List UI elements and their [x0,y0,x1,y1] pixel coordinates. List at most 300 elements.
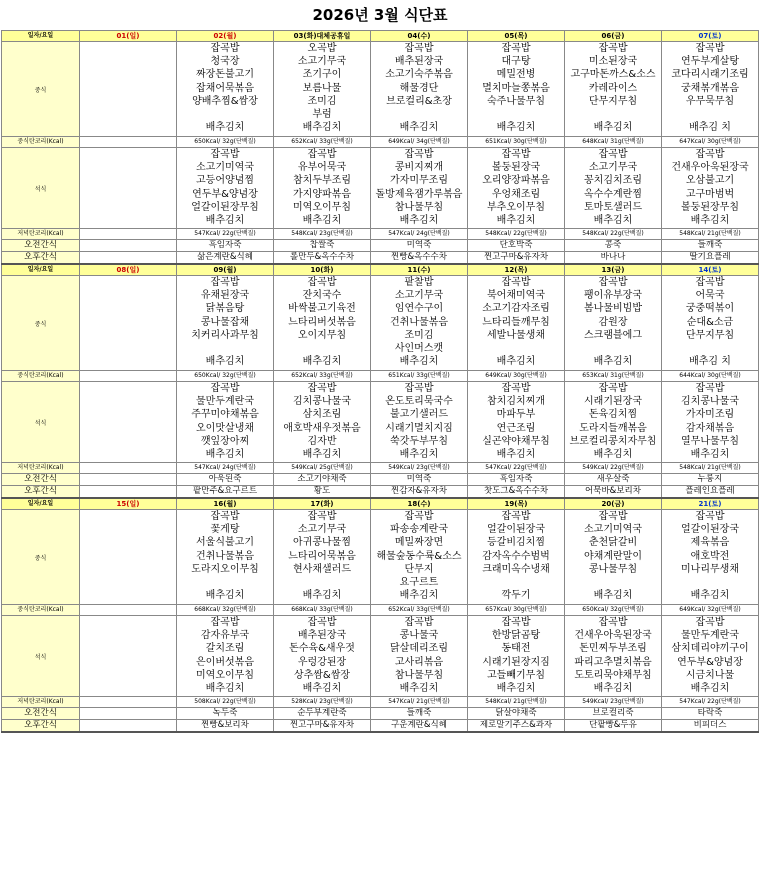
menu-item: 가지양파볶음 [293,188,351,200]
pm-snack-cell: 어묵바&보리차 [565,486,662,499]
date-cell: 08(일) [80,264,177,276]
menu-item [80,148,176,161]
menu-item: 세발나물생채 [487,329,545,341]
menu-item: 가자미조림 [685,409,735,421]
menu-item [80,355,176,368]
menu-item: 잡곡밥 [598,383,628,394]
menu-item: 실곤약야채무침 [482,435,550,447]
dinner-row [2,616,759,697]
menu-item: 청국장 [210,56,240,68]
menu-item: 콩나물무침 [588,563,638,575]
lunch-kcal-cell: 668Kcal/ 32g(단백질) [177,605,274,616]
menu-item: 배추김치 [593,682,633,694]
lunch-kcal-cell: 652Kcal/ 33g(단백질) [274,137,371,148]
dinner-nutrition-row [2,463,759,474]
dinner-menu-cell [371,382,468,463]
menu-item: 잡채어묵볶음 [196,82,254,94]
dinner-kcal-cell: 547Kcal/ 21g(단백질) [371,697,468,708]
menu-item: 잡곡밥 [404,617,434,628]
pm-snack-cell [80,252,177,265]
menu-item: 배추김치 [205,682,245,694]
dinner-kcal-cell: 547Kcal/ 22g(단백질) [662,697,759,708]
menu-item: 임연수구이 [394,303,444,315]
menu-item: 배추김치 [593,214,633,226]
dinner-menu-cell [177,382,274,463]
menu-item: 고등어양념찜 [196,175,254,187]
menu-item: 삼치조림 [302,409,342,421]
pm-snack-cell: 롤만두&옥수수차 [274,252,371,265]
menu-item [80,201,176,214]
lunch-menu-cell [274,42,371,137]
date-cell: 07(토) [662,31,759,42]
menu-item: 배추김치 [496,682,536,694]
menu-item: 은이버섯볶음 [196,656,254,668]
date-cell: 15(일) [80,498,177,510]
dinner-kcal-cell: 547Kcal/ 22g(단백질) [468,463,565,474]
menu-item: 감자유부국 [200,630,250,642]
am-snack-cell: 흑임자죽 [177,240,274,252]
menu-item: 잡곡밥 [695,277,725,288]
row-label-header: 일자/요일 [2,498,80,510]
dinner-nutrition-row [2,697,759,708]
lunch-row [2,42,759,137]
menu-item: 참나물무침 [394,201,444,213]
menu-item: 서울식불고기 [196,537,254,549]
page-title: 2026년 3월 식단표 [312,6,448,24]
dinner-kcal-cell: 549Kcal/ 23g(단백질) [565,697,662,708]
menu-item: 배추김치 [399,590,439,602]
menu-item: 느타리어묵볶음 [288,550,356,562]
pm-snack-cell: 삶은계란&식혜 [177,252,274,265]
dinner-menu-cell [662,616,759,697]
menu-item: 배추김치 [496,122,536,134]
lunch-kcal-cell: 657Kcal/ 30g(단백질) [468,605,565,616]
menu-item: 오리양장파볶음 [482,175,550,187]
dinner-menu-cell [80,616,177,697]
lunch-kcal-cell: 651Kcal/ 30g(단백질) [468,137,565,148]
am-snack-cell: 콩죽 [565,240,662,252]
am-snack-row [2,240,759,252]
lunch-menu-cell [371,276,468,371]
menu-item: 배추김치 [205,356,245,368]
menu-item: 잡곡밥 [307,617,337,628]
menu-item: 돌방제육잼가루볶음 [375,188,463,200]
menu-item: 배추김치 [690,214,730,226]
menu-item [80,589,176,602]
menu-item [177,576,273,589]
menu-item: 조기구이 [302,69,342,81]
am-snack-cell: 타락죽 [662,708,759,720]
menu-item [80,302,176,315]
menu-item: 잔치국수 [302,290,342,302]
row-label-lunch: 중식 [2,510,80,605]
menu-item: 열무나물무침 [681,435,739,447]
menu-item [80,435,176,448]
lunch-menu-cell [371,42,468,137]
dinner-kcal-cell: 547Kcal/ 24g(단백질) [371,229,468,240]
menu-item: 연두부&양념장 [192,188,258,200]
menu-item: 고구마범벅 [685,188,735,200]
menu-item: 꽁치김치조림 [584,175,642,187]
menu-item [80,161,176,174]
dinner-menu-cell [662,148,759,229]
dinner-menu-cell [80,148,177,229]
menu-item: 유부어묵국 [297,162,347,174]
menu-item: 돈수육&새우젓 [289,643,355,655]
menu-item [80,68,176,81]
dinner-menu-cell [565,616,662,697]
lunch-menu-cell [177,510,274,605]
menu-item: 얼갈이된장국 [487,524,545,536]
lunch-kcal-cell: 653Kcal/ 31g(단백질) [565,371,662,382]
lunch-kcal-cell [80,371,177,382]
menu-item [80,82,176,95]
menu-item: 사인머스캣 [394,342,444,354]
am-snack-cell: 들깨죽 [662,240,759,252]
menu-item: 동태전 [501,643,531,655]
dinner-kcal-cell: 549Kcal/ 23g(단백질) [371,463,468,474]
menu-item [80,669,176,682]
am-snack-cell: 순두부계란죽 [274,708,371,720]
menu-item: 잡곡밥 [210,149,240,160]
menu-item: 잡곡밥 [501,43,531,54]
menu-item: 잡곡밥 [307,511,337,522]
am-snack-cell: 미역죽 [371,474,468,486]
menu-item: 고구마돈까스&소스 [570,69,656,81]
menu-item: 소고기무국 [297,524,347,536]
lunch-menu-cell [274,276,371,371]
menu-item [80,656,176,669]
menu-item: 삼치데리야끼구이 [671,643,749,655]
date-cell: 13(금) [565,264,662,276]
menu-item: 참치김치찌개 [487,396,545,408]
menu-item [80,550,176,563]
menu-item: 배추김치 [593,590,633,602]
am-snack-cell: 찹쌀죽 [274,240,371,252]
lunch-nutrition-row [2,137,759,148]
lunch-menu-cell [80,42,177,137]
menu-item: 메밀전병 [496,69,536,81]
lunch-kcal-cell: 652Kcal/ 33g(단백질) [371,605,468,616]
date-cell: 03(화)대체공휴일 [274,31,371,42]
menu-item: 잡곡밥 [210,617,240,628]
row-label-dinner: 석식 [2,148,80,229]
lunch-menu-cell [80,510,177,605]
menu-item: 물만두계란국 [196,396,254,408]
menu-item: 가자미무조림 [390,175,448,187]
menu-item [80,682,176,695]
pm-snack-row [2,252,759,265]
menu-item: 연근조림 [496,422,536,434]
row-label-lunch-kcal: 중식탄코리(Kcal) [2,371,80,382]
am-snack-cell [80,240,177,252]
menu-item [274,342,370,355]
menu-item: 단무지 [404,563,434,575]
menu-item: 단무지무침 [685,329,735,341]
menu-item: 소고기숙주볶음 [385,69,453,81]
menu-item: 브로컬리콩치자무침 [569,435,657,447]
menu-item: 잡곡밥 [210,511,240,522]
date-header-row [2,498,759,510]
date-cell: 05(목) [468,31,565,42]
dinner-kcal-cell [80,463,177,474]
menu-item: 건취나물볶음 [196,550,254,562]
menu-item: 팽이유부장국 [584,290,642,302]
menu-item: 부럼 [312,108,332,120]
menu-item [80,342,176,355]
menu-item: 배추김치 [302,448,342,460]
dinner-kcal-cell: 547Kcal/ 24g(단백질) [177,463,274,474]
pm-snack-cell: 플레인요플레 [662,486,759,499]
pm-snack-cell: 구운계란&식혜 [371,720,468,733]
date-cell: 04(수) [371,31,468,42]
menu-item: 느타리버섯볶음 [288,316,356,328]
menu-item: 깍두기 [501,590,531,602]
menu-item: 배추김치 [496,356,536,368]
menu-item: 배추김치 [302,356,342,368]
menu-item: 배추김치 [690,448,730,460]
menu-item: 아귀콩나물찜 [293,537,351,549]
menu-item: 양배추찜&쌈장 [192,95,258,107]
lunch-kcal-cell: 650Kcal/ 32g(단백질) [177,137,274,148]
lunch-kcal-cell: 650Kcal/ 32g(단백질) [177,371,274,382]
menu-item: 마파두부 [496,409,536,421]
dinner-menu-cell [468,382,565,463]
menu-item: 고사리볶음 [394,656,444,668]
menu-item: 볼둥된장무침 [681,201,739,213]
menu-item [80,108,176,121]
date-cell: 16(월) [177,498,274,510]
date-cell: 02(월) [177,31,274,42]
pm-snack-cell: 찐감자&유자차 [371,486,468,499]
row-label-dinner: 석식 [2,616,80,697]
dinner-menu-cell [565,382,662,463]
pm-snack-cell: 팥만주&요구르트 [177,486,274,499]
menu-item: 코다리시래기조림 [671,69,749,81]
date-cell: 06(금) [565,31,662,42]
dinner-kcal-cell: 528Kcal/ 23g(단백질) [274,697,371,708]
pm-snack-row [2,720,759,733]
menu-item [662,576,758,589]
lunch-row [2,276,759,371]
dinner-menu-cell [371,616,468,697]
dinner-row [2,382,759,463]
lunch-menu-cell [565,276,662,371]
menu-item: 감자채볶음 [685,422,735,434]
menu-item: 콩나물잡채 [200,316,250,328]
row-label-am-snack: 오전간식 [2,474,80,486]
dinner-kcal-cell: 549Kcal/ 22g(단백질) [565,463,662,474]
dinner-menu-cell [274,616,371,697]
menu-item: 얼갈이된장무침 [191,201,259,213]
dinner-kcal-cell [80,229,177,240]
menu-item: 부추오이무침 [487,201,545,213]
lunch-menu-cell [468,276,565,371]
lunch-kcal-cell [80,605,177,616]
menu-item [80,448,176,461]
menu-item [468,108,564,121]
menu-item: 등갈비김치찜 [487,537,545,549]
date-cell: 20(금) [565,498,662,510]
dinner-row [2,148,759,229]
menu-item [80,214,176,227]
lunch-kcal-cell: 650Kcal/ 32g(단백질) [565,605,662,616]
menu-item: 배추김치 [302,214,342,226]
menu-item: 봄나물비빔밥 [584,303,642,315]
date-cell: 14(토) [662,264,759,276]
am-snack-cell: 미역죽 [371,240,468,252]
menu-item: 배추김치 [399,122,439,134]
menu-item: 애호박새우젓볶음 [283,422,361,434]
menu-item: 애호박전 [690,550,730,562]
menu-item: 오이맛살냉채 [196,422,254,434]
lunch-nutrition-row [2,371,759,382]
menu-item: 배추김치 [399,356,439,368]
menu-item: 잡곡밥 [404,383,434,394]
pm-snack-cell: 제로말기주스&과자 [468,720,565,733]
menu-item: 숙주나물무침 [487,95,545,107]
dinner-menu-cell [177,148,274,229]
menu-item: 해물숲동수륙&소스 [376,550,462,562]
menu-item: 불고기샐러드 [390,409,448,421]
date-cell: 18(수) [371,498,468,510]
menu-item: 배추김치 [593,356,633,368]
menu-item: 치커리사과무침 [191,329,259,341]
dinner-menu-cell [274,382,371,463]
menu-item: 도토리묵야채무침 [574,669,652,681]
date-cell: 17(화) [274,498,371,510]
menu-item [662,342,758,355]
row-label-pm-snack: 오후간식 [2,720,80,733]
menu-item [274,576,370,589]
menu-item: 배추김치 [205,214,245,226]
menu-item: 배추김치 [496,214,536,226]
menu-item: 시래기된장지짐 [482,656,550,668]
menu-item: 콩나물국 [399,630,439,642]
menu-item [468,576,564,589]
menu-item: 잡곡밥 [598,43,628,54]
dinner-menu-cell [177,616,274,697]
menu-item [80,563,176,576]
menu-item [80,289,176,302]
am-snack-row [2,474,759,486]
menu-item: 배추김 치 [689,356,731,368]
date-cell: 21(토) [662,498,759,510]
pm-snack-cell: 찐고구마&유자차 [274,720,371,733]
dinner-menu-cell [565,148,662,229]
menu-item: 닭살데리조림 [390,643,448,655]
menu-item: 현사채샐러드 [293,563,351,575]
menu-item [80,382,176,395]
lunch-menu-cell [662,42,759,137]
menu-item: 조미김 [307,95,337,107]
menu-item: 고들빼기무침 [487,669,545,681]
pm-snack-cell: 비피더스 [662,720,759,733]
dinner-kcal-cell: 548Kcal/ 22g(단백질) [468,229,565,240]
am-snack-cell: 들깨죽 [371,708,468,720]
dinner-menu-cell [468,148,565,229]
menu-item: 잡곡밥 [404,43,434,54]
menu-item: 바싹불고기육전 [288,303,356,315]
menu-item: 얼갈이된장국 [681,524,739,536]
menu-item [80,276,176,289]
menu-item: 돈민찌두부조림 [579,643,647,655]
menu-item: 짜장돈불고기 [196,69,254,81]
row-label-dinner: 석식 [2,382,80,463]
menu-item: 궁중떡볶이 [685,303,735,315]
menu-item [80,616,176,629]
lunch-row [2,510,759,605]
menu-item: 해물경단 [399,82,439,94]
menu-item: 미역오이무침 [196,669,254,681]
menu-item: 잡곡밥 [501,617,531,628]
menu-item: 온도토리묵국수 [385,396,453,408]
menu-item: 볼둥된장국 [491,162,541,174]
menu-item: 크래미옥수냉채 [482,563,550,575]
menu-item: 배추김치 [496,448,536,460]
lunch-menu-cell [371,510,468,605]
am-snack-cell [80,708,177,720]
menu-item: 배추김치 [205,122,245,134]
menu-item: 배추김치 [690,590,730,602]
dinner-nutrition-row [2,229,759,240]
menu-item [565,576,661,589]
am-snack-cell: 흑임자죽 [468,474,565,486]
row-label-lunch-kcal: 중식탄코리(Kcal) [2,137,80,148]
menu-item: 토마토샐러드 [584,201,642,213]
menu-item: 요구르트 [399,576,439,588]
menu-item: 잡곡밥 [501,149,531,160]
menu-item: 잡곡밥 [404,149,434,160]
date-cell: 01(일) [80,31,177,42]
dinner-kcal-cell: 548Kcal/ 21g(단백질) [662,463,759,474]
menu-item: 오이지무침 [297,329,347,341]
menu-item: 잡곡밥 [307,149,337,160]
am-snack-cell: 녹두죽 [177,708,274,720]
dinner-kcal-cell: 549Kcal/ 25g(단백질) [274,463,371,474]
menu-item: 잡곡밥 [695,383,725,394]
menu-item [80,121,176,134]
menu-item: 미소된장국 [588,56,638,68]
menu-item: 도라지오이무침 [191,563,259,575]
lunch-kcal-cell [80,137,177,148]
dinner-kcal-cell: 548Kcal/ 23g(단백질) [274,229,371,240]
menu-item: 도라지들깨볶음 [579,422,647,434]
lunch-menu-cell [177,276,274,371]
lunch-kcal-cell: 649Kcal/ 30g(단백질) [468,371,565,382]
menu-item: 브로컬리&초장 [386,95,452,107]
lunch-kcal-cell: 649Kcal/ 34g(단백질) [371,137,468,148]
menu-item: 제육볶음 [690,537,730,549]
row-label-dinner-kcal: 저녁탄코리(Kcal) [2,229,80,240]
am-snack-cell: 단호박죽 [468,240,565,252]
row-label-lunch: 중식 [2,42,80,137]
lunch-kcal-cell: 648Kcal/ 31g(단백질) [565,137,662,148]
menu-item [80,523,176,536]
dinner-kcal-cell: 548Kcal/ 21g(단백질) [468,697,565,708]
row-label-am-snack: 오전간식 [2,708,80,720]
am-snack-cell: 누룽지 [662,474,759,486]
menu-item: 잡곡밥 [210,43,240,54]
menu-item: 배추김치 [593,122,633,134]
menu-item: 북어채미역국 [487,290,545,302]
menu-item [371,108,467,121]
pm-snack-cell: 바나나 [565,252,662,265]
am-snack-cell: 소고기야채죽 [274,474,371,486]
menu-item: 연두부&양념장 [677,656,743,668]
menu-item: 대구탕 [501,56,531,68]
pm-snack-cell: 딸기요플레 [662,252,759,265]
